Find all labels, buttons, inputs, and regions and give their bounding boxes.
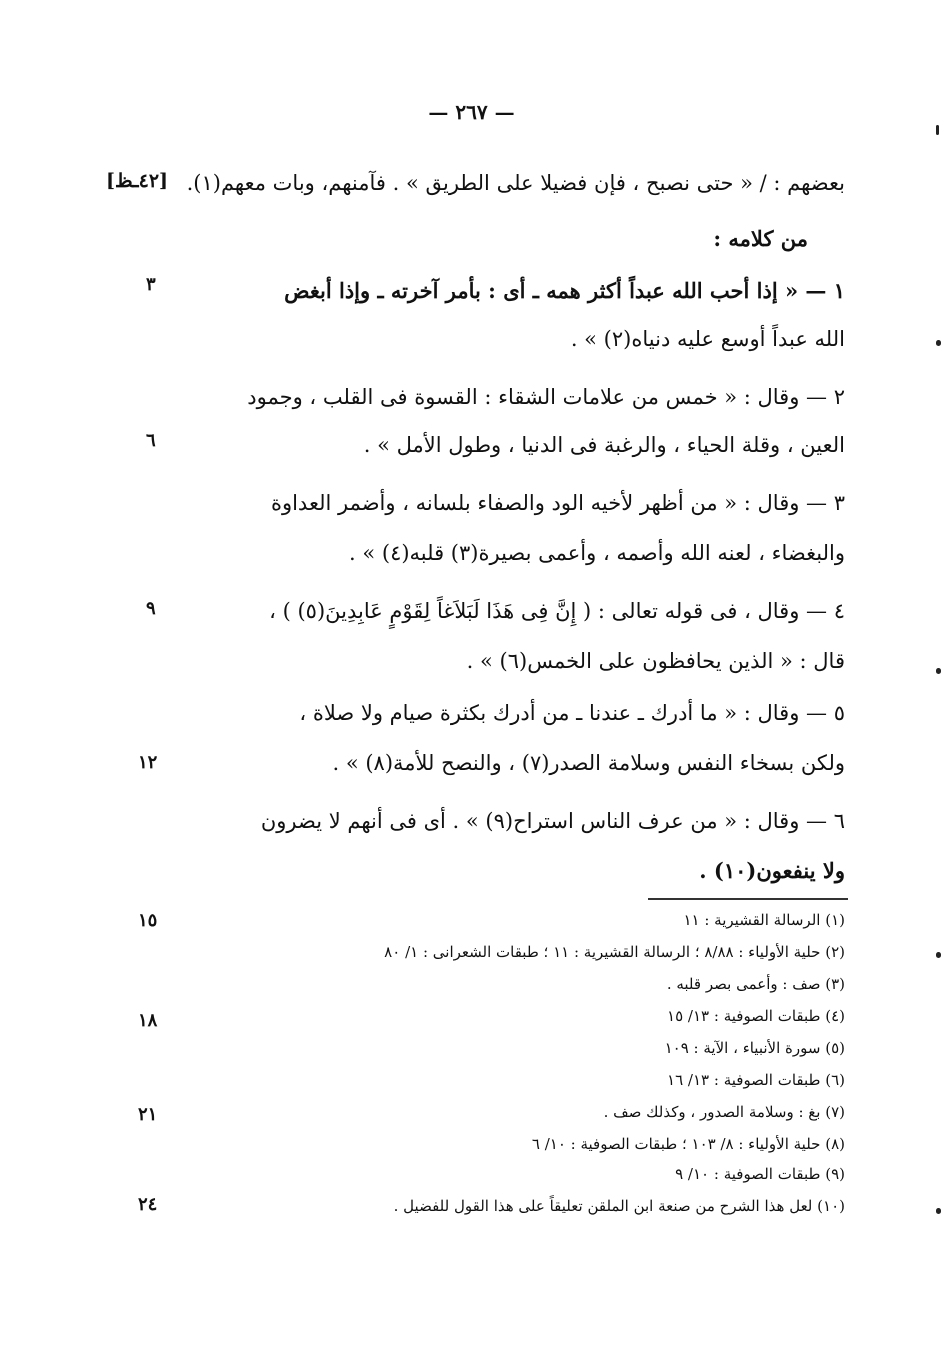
page-number: — ٢٦٧ — (428, 100, 515, 124)
line-number: ٣ (146, 274, 156, 295)
body-line: ٥ — وقال : « ما أدرك ـ عندنا ـ من أدرك بكثرة صيام ولا صلاة ، (299, 701, 845, 725)
body-line: العين ، وقلة الحياء ، والرغبة فى الدنيا ، وطول الأمل » . (363, 433, 845, 457)
footnote: (٢) حلية الأولياء : ٨/٨٨ ؛ الرسالة القشيرية : ١١ ؛ طبقات الشعرانى : ١/ ٨٠ (384, 943, 845, 961)
line-number: ٢٤ (138, 1194, 158, 1215)
body-line: ٤ — وقال ، فى قوله تعالى : ( إِنَّ فِى هَذَا لَبَلاَغاً لِقَوْمٍ عَابِدِينَ(٥) ) ، (269, 599, 845, 623)
footnote: (١) الرسالة القشيرية : ١١ (683, 911, 845, 929)
footnote: (٨) حلية الأولياء : ٨/ ١٠٣ ؛ طبقات الصوفية : ١٠/ ٦ (531, 1135, 845, 1153)
body-line: بعضهم : / « حتى نصبح ، فإن فضيلا على الطريق » . فآمنهم، وبات معهم(١). (186, 171, 845, 195)
line-number: ٩ (146, 598, 156, 619)
footnote: (٧) بغ : وسلامة الصدور ، وكذلك صف . (603, 1103, 845, 1121)
folio-marker: [٤٢ـظ] (106, 170, 169, 192)
footnote: (٣) صف : وأعمى بصر قلبه . (666, 975, 845, 993)
scan-speck (936, 668, 941, 674)
scan-speck (936, 340, 941, 346)
line-number: ٦ (146, 430, 156, 451)
scan-speck (936, 1208, 941, 1214)
line-number: ١٥ (138, 910, 158, 931)
body-line: ٦ — وقال : « من عرف الناس استراح(٩) » . أى فى أنهم لا يضرون (260, 809, 845, 833)
body-line: ١ — « إذا أحب الله عبداً أكثر همه ـ أى : بأمر آخرته ـ وإذا أبغض (284, 278, 845, 303)
footnote: (٥) سورة الأنبياء ، الآية : ١٠٩ (664, 1039, 845, 1057)
line-number: ١٨ (138, 1010, 158, 1031)
footnote-separator (648, 898, 848, 900)
footnote: (٤) طبقات الصوفية : ١٣/ ١٥ (667, 1007, 845, 1025)
scan-speck (936, 952, 941, 958)
body-line: قال : « الذين يحافظون على الخمس(٦) » . (466, 649, 845, 673)
body-line: الله عبداً أوسع عليه دنياه(٢) » . (570, 327, 845, 351)
line-number: ١٢ (138, 752, 158, 773)
body-line: من كلامه : (713, 226, 808, 251)
body-line: ولا ينفعون(١٠) . (699, 858, 845, 883)
body-line: والبغضاء ، لعنه الله وأصمه ، وأعمى بصيرة(٣) قلبه(٤) » . (348, 541, 845, 565)
scan-speck (936, 125, 939, 135)
body-line: ٢ — وقال : « خمس من علامات الشقاء : القسوة فى القلب ، وجمود (247, 385, 845, 409)
footnote: (٩) طبقات الصوفية : ١٠/ ٩ (675, 1165, 845, 1183)
line-number: ٢١ (138, 1104, 158, 1125)
body-line: ٣ — وقال : « من أظهر لأخيه الود والصفاء بلسانه ، وأضمر العداوة (270, 491, 845, 515)
footnote: (٦) طبقات الصوفية : ١٣/ ١٦ (667, 1071, 845, 1089)
footnote: (١٠) لعل هذا الشرح من صنعة ابن الملقن تعليقاً على هذا القول للفضيل . (393, 1197, 845, 1215)
body-line: ولكن بسخاء النفس وسلامة الصدر(٧) ، والنصح للأمة(٨) » . (332, 751, 845, 775)
